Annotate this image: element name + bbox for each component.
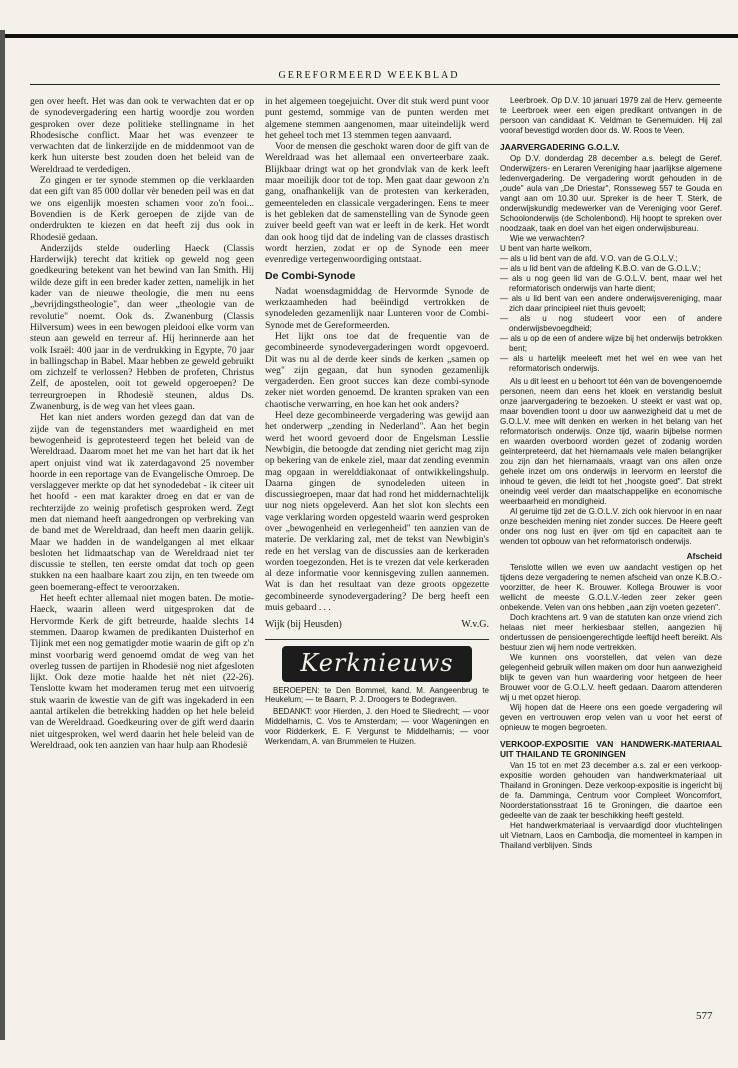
page-header: GEREFORMEERD WEEKBLAD — [278, 70, 460, 81]
paragraph: Doch krachtens art. 9 van de statuten kan onze vriend zich helaas niet meer herkiesbaar stellen, aangezien hij ondertussen de pensioengerechtigde leeftijd heeft bereikt. Als bestuur zien wij hem node vertrekken. — [500, 613, 722, 652]
signature-line — [265, 619, 489, 630]
paragraph: Wij hopen dat de Heere ons een goede vergadering wil geven en vertrouwen erop velen van u voor het eerst of opnieuw te mogen begroeten. — [500, 703, 722, 732]
page-number: 577 — [696, 1010, 713, 1022]
list-item: — als u hartelijk meeleeft met het wel en wee van het reformatorisch onderwijs. — [500, 354, 722, 373]
top-border-rule — [0, 34, 738, 38]
column-2 — [265, 96, 489, 748]
paragraph: Voor de mensen die geschokt waren door de gift van de Wereldraad was het allemaal een onverteerbare zaak. Blijkbaar dringt wat op het grondvlak van de kerk leeft maar moeilijk door tot de top. Men gaat daar gewoon z'n gang, onafhankelijk van de protesten van kerkeraden, gemeenteleden en classicale vergaderingen. Eens te meer is het gebleken dat de samenstelling van de Synode geen zuiver beeld geeft van wat er leeft in de kerk. Het wordt dan ook hoog tijd dat de indeling van de classes drastisch wordt herzien, zodat er op de Synode een meer evenredige vertegenwoordiging ontstaat. — [265, 141, 489, 266]
signature-place: Wijk (bij Heusden) — [265, 619, 342, 631]
list-item: — als u lid bent van de afdeling K.B.O. van de G.O.L.V.; — [500, 264, 701, 273]
paragraph: Heel deze gecombineerde vergadering was gewijd aan het onderwerp „zending in Nederland". Aan het begin werd het woord gevoerd door de Engelsman Lesslie Newbigin, die betoogde dat zending niet gericht mag zijn op bekering van de enkele ziel, maar dat zending evenmin mag opgaan in werelddiakonaat of ontwikkelingshulp. Daarna gingen de synodeleden uiteen in discussiegroepen, maar dat had rond het middernachtelijk uur nog niets opgeleverd. Aan het slot kon slechts een vage verklaring worden opgesteld waarin werd gesproken over „bewogenheid en verlegenheid" ten aanzien van de materie. De verklaring zal, met de tekst van Newbigin's rede en het verslag van de discussies aan de kerkeraden worden toegezonden. Het is te vrezen dat vele kerkeraden al deze informatie voor kennisgeving zullen aannemen. Wat is dan het resultaat van deze groots opgezette gecombineerde synodevergadering? De berg heeft een muis gebaard . . . — [265, 410, 489, 614]
paragraph: Als u dit leest en u behoort tot één van de bovengenoemde personen, neem dan eens het kloek en verstandig besluit onze jaarvergadering te bezoeken. U steekt er vast wat op, maar bovendien toont u door uw aanwezigheid dat u met de G.O.L.V. mee wilt denken en werken in het belang van het reformatorisch onderwijs. Onze tijd, waarin bijbelse normen en waarden overboord worden gezet of zodanig worden geïnterpreteerd, dat het hiernamaals vele malen belangrijker zou zijn dan het hiernamaals, vraagt van ons allen onze gehele inzet om ons onderwijs in leervorm en leerstof die inhoud te geven, die leidt tot het „hoogste goed". Dat strekt oneindig veel verder dan maatschappelijke en economische weerbaarheid en mondigheid. — [500, 377, 722, 506]
paragraph: gen over heeft. Het was dan ook te verwachten dat er op de synodevergadering een hartig woordje zou worden gesproken over deze politieke stellingname in het Rhodesische conflict. Maar het was evenzeer te verwachten dat de linkerzijde en de middenmoot van de kerk hun uiterste best zouden doen het beleid van de Wereldraad te verdedigen. — [30, 96, 254, 175]
paragraph: BEROEPEN: te Den Bommel, kand. M. Aangeenbrug te Heukelum; — te Baarn, P. J. Droogers te Bodegraven. — [265, 685, 489, 705]
section-heading: JAARVERGADERING G.O.L.V. — [500, 142, 620, 152]
kerknieuws-logo: Kerknieuws — [282, 646, 472, 682]
page-edge-shadow — [0, 30, 5, 1040]
paragraph: Anderzijds stelde ouderling Haeck (Classis Harderwijk) terecht dat kritiek op geweld nog geen goedkeuring betekent van het bewind van Ian Smith. Hij wilde deze gift in een breder kader zetten, namelijk in het kader van de nieuwe theologie, die men nu eens „bevrijdingstheologie", dan weer „theologie van de revolutie" noemt. Ook ds. Zwanenburg (Classis Hilversum) wees in een bewogen pleidooi elke vorm van steun aan geweld en terreur af. Hij herinnerde aan het volk Israël: 400 jaar in de verdrukking in Egypte, 70 jaar in ballingschap in Babel. Maar hebben ze geweld gebruikt om zichzelf te verlossen? Hebben de profeten, Christus Zelf, de apostelen, ooit tot geweld opgeroepen? De terreurgroepen in Rhodesië steunen, aldus Ds. Zwanenburg, is de weg van het vlees gaan. — [30, 242, 254, 413]
paragraph: Op D.V. donderdag 28 december a.s. belegt de Geref. Onderwijzers- en Leraren Vereniging haar jaarlijkse algemene ledenvergadering. De vergadering wordt gehouden in de „oude" aula van „De Driestar", Ronsseweg 557 te Gouda en vangt aan om 10.30 uur. Spreker is de heer T. Sterk, de onderwijskundig medewerker van de Vereniging voor Geref. Schoolonderwijs (de Scholenbond). Hij hoopt te spreken over noodzaak, taak en doel van het eigen onderwijsbureau. — [500, 154, 722, 233]
paragraph: Het lijkt ons toe dat de frequentie van de gecombineerde synodevergaderingen wordt opgevoerd. Dit was nu al de derde keer sinds de kerken „samen op weg" zijn gegaan, dat hun synoden gezamenlijk vergaderden. Een groot succes kan deze combi-synode zeker niet worden genoemd. De kranten spraken van een chaotische verwarring, en hoe kan het ook anders? — [265, 330, 489, 410]
section-heading: De Combi-Synode — [265, 270, 356, 283]
divider — [265, 639, 489, 640]
list-item: — als u op de een of andere wijze bij het onderwijs betrokken bent; — [500, 334, 722, 353]
list-item: — als u lid bent van de afd. V.O. van de G.O.L.V.; — [500, 254, 678, 263]
column-1 — [30, 96, 254, 751]
paragraph: Het heeft echter allemaal niet mogen baten. De motie-Haeck, waarin alleen werd uitgesproken dat de Hervormde Kerk de gift betreurde, haalde slechts 14 stemmen. Daarop kwamen de predikanten Duisterhof en Tijink met een nog gematigder motie waarin de gift op z'n minst voorbarig werd genoemd omdat de weg van het overleg tussen de partijen in Rhodesië nog niet afgesloten lijkt. Ook deze motie haalde het nèt niet (22-26). Tenslotte kwam het moderamen terug met een uitvoerig stuk waarin de kwestie van de gift was ingekaderd in een aantal artikelen die betrekking hadden op het hele beleid van de Wereldraad. Goedkeuring over de gift werd daarin niet uitgesproken, wel werd daarin het hele beleid van de Wereldraad, ook ten aanzien van haar hulp aan Rhodesië — [30, 593, 254, 751]
subheading-afscheid: Afscheid — [686, 551, 722, 561]
paragraph: Al geruime tijd zet de G.O.L.V. zich ook hiervoor in en naar onze bescheiden mening niet zonder succes. De Heere geeft onder ons nog lust en ijver om tijd en capaciteit aan te wenden tot opbouw van het reformatorisch onderwijs. — [500, 507, 722, 546]
paragraph: BEDANKT: voor Hierden, J. den Hoed te Sliedrecht; — voor Middelharnis, C. Vos te Amsterdam; — voor Wageningen en voor Ridderkerk, E. F. Vergunst te Middelharnis; — voor Werkendam, A. van Brummelen te Huizen. — [265, 707, 489, 746]
section-heading: VERKOOP-EXPOSITIE VAN HANDWERK-MATERIAAL UIT THAILAND TE GRONINGEN — [500, 739, 722, 759]
paragraph: Wie we verwachten? — [510, 234, 585, 243]
paragraph: Zo gingen er ter synode stemmen op die verklaarden dat een gift van 85 000 dollar vèr beneden peil was en dat we ons eigenlijk moesten schamen voor zo'n fooi... Bovendien is de Kerk geroepen de zijde van de onderdrukten te kiezen en dat heeft zij dus ook in Rhodesië gedaan. — [30, 175, 254, 243]
audience-list — [500, 254, 722, 374]
list-item: — als u lid bent van een andere onderwijsvereniging, maar zich daar principieel niet thuis gevoelt; — [500, 294, 722, 313]
header-rule — [30, 84, 720, 85]
paragraph: Tenslotte willen we even uw aandacht vestigen op het tijdens deze vergadering te nemen afscheid van onze K.B.O.-voorzitter, de heer K. Brouwer. Kollega Brouwer is voor wellicht de meeste G.O.L.V.-leden zeer zeker geen onbekende. Velen van ons hebben „aan zijn voeten gezeten". — [500, 563, 722, 612]
paragraph: Nadat woensdagmiddag de Hervormde Synode de werkzaamheden had beëindigd vertrokken de synodeleden gezamenlijk naar Lunteren voor de Combi-Synode met de Gereformeerden. — [265, 285, 489, 331]
paragraph: U bent van harte welkom, — [500, 244, 592, 253]
column-3 — [500, 96, 722, 851]
paragraph: Het handwerkmateriaal is vervaardigd door vluchtelingen uit Vietnam, Laos en Cambodja, die momenteel in kampen in Thailand verblijven. Sinds — [500, 821, 722, 850]
paragraph: We kunnen ons voorstellen, dat velen van deze gelegenheid gebruik willen maken om door hun aanwezigheid blijk te geven van hun waardering voor hetgeen de heer Brouwer voor de G.O.L.V. heeft gedaan. Daarom attenderen wij u met opzet hierop. — [500, 653, 722, 702]
list-item: — als u nog geen lid van de G.O.L.V. bent, maar wel het reformatorisch onderwijs van harte dient; — [500, 274, 722, 293]
list-item: — als u nog studeert voor een of andere onderwijsbevoegdheid; — [500, 314, 722, 333]
paragraph: Het kan niet anders worden gezegd dan dat van de zijde van de tegenstanders met waardigheid en met bewogenheid is geprotesteerd tegen het beleid van de Wereldraad. Daarom moet het me van het hart dat ik het apert onjuist vind wat ik zaterdagavond 25 november hoorde in een reportage van de Evangelische Omroep. De verslaggever merkte op dat het synodedebat - ik citeer uit het hoofd - een mat karakter droeg en dat er van de rechterzijde zo weinig profetisch gesproken werd. Zegt men dat niemand heeft aangedrongen op verbreking van de band met de Wereldraad, dan heeft men daarin gelijk. Maar we hadden in de wandelgangen al met elkaar besloten het lidmaatschap van de Wereldraad niet ter discussie te stellen, ten eerste omdat dat toch op geen stukken na een haalbare kaart zou zijn, en ten tweede om geen boemerang-effect te veroorzaken. — [30, 412, 254, 593]
paragraph: Leerbroek. Op D.V. 10 januari 1979 zal de Herv. gemeente te Leerbroek weer een eigen predikant ontvangen in de persoon van candidaat K. Veldman te Genemuiden. Hij zal vooraf bevestigd worden door ds. W. Roos te Veen. — [500, 96, 722, 135]
paragraph: Van 15 tot en met 23 december a.s. zal er een verkoop-expositie worden gehouden van handwerkmateriaal uit Thailand in Groningen. Deze verkoop-expositie is ingericht bij de fa. Damminga, Centrum voor Compleet Woncomfort, Noorderstationsstraat 16 te Groningen, die daartoe een gedeelte van de zaak ter beschikking heeft gesteld. — [500, 761, 722, 820]
paragraph: in het algemeen toegejuicht. Over dit stuk werd punt voor punt gestemd, sommige van de punten werden met algemene stemmen aangenomen, maar uiteindelijk werd het geheel toch met 13 stemmen tegen aanvaard. — [265, 96, 489, 141]
kerknieuws-text — [265, 686, 489, 747]
signature-initials: W.v.G. — [461, 619, 489, 631]
